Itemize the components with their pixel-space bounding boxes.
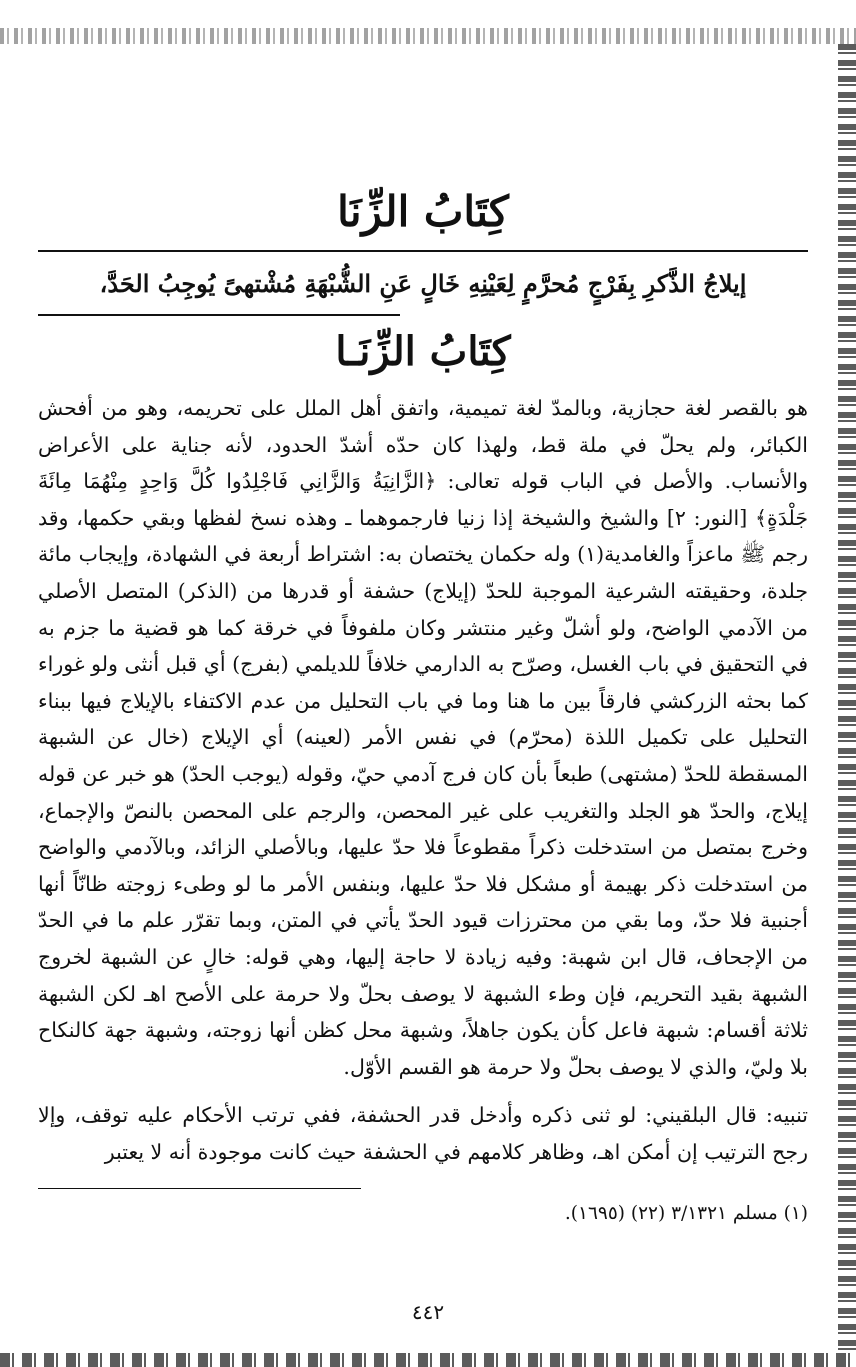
- title-divider: [38, 250, 808, 252]
- commentary-paragraph: هو بالقصر لغة حجازية، وبالمدّ لغة تميمية، واتفق أهل الملل على تحريمه، وهو من أفحش الكبائر، ولم يحلّ في ملة قط، ولهذا كان حدّه أشدّ الحدود، لأنه جناية على الأعراض والأنساب. والأصل في الباب قوله تعالى: ﴿الزَّانِيَةُ وَالزَّانِي فَاجْلِدُوا كُلَّ وَاحِدٍ مِنْهُمَا مِائَةَ جَلْدَةٍ﴾ [النور: ٢] والشيخ والشيخة إذا زنيا فارجموهما ـ وهذه نسخ لفظها وبقي حكمها، وقد رجم ﷺ ماعزاً والغامدية(١) وله حكمان يختصان به: اشتراط أربعة في الشهادة، وإيجاب مائة جلدة، وحقيقته الشرعية الموجبة للحدّ (إيلاج) حشفة أو قدرها من (الذكر) المتصل الأصلي من الآدمي الواضح، ولو أشلّ وغير منتشر وكان ملفوفاً في خرقة كما هو قضية ما جزم به في التحقيق في باب الغسل، وصرّح به الدارمي خلافاً للديلمي (بفرج) أي قبل أنثى ولو غوراء كما بحثه الزركشي فارقاً بين ما هنا وما في باب التحليل من عدم الاكتفاء بالإيلاج فيها ببناء التحليل على تكميل اللذة (محرّم) في نفس الأمر (لعينه) أي الإيلاج (خال عن الشبهة المسقطة للحدّ (مشتهى) طبعاً بأن كان فرج آدمي حيّ، وقوله (يوجب الحدّ) هو خبر عن قوله إيلاج، والحدّ هو الجلد والتغريب على غير المحصن، والرجم على المحصن بالنصّ والإجماع، وخرج بمتصل من استدخلت ذكراً مقطوعاً فلا حدّ عليها، وبالأصلي الزائد، وبالآدمي والواضح من استدخلت ذكر بهيمة أو مشكل فلا حدّ عليها، وبنفس الأمر ما لو وطىء زوجته ظانّاً أنها أجنبية فلا حدّ، وما بقي من محترزات قيود الحدّ يأتي في المتن، وبما تقرّر علم ما في الحدّ من الإجحاف، قال ابن شهبة: وفيه زيادة لا حاجة إليها، وهي قوله: خالٍ عن الشبهة لخروج الشبهة بقيد التحريم، فإن وطء الشبهة لا يوصف بحلّ ولا حرمة على الأصح اهـ لكن الشبهة ثلاثة أقسام: شبهة فاعل كأن يكون جاهلاً، وشبهة محل كظن أنها زوجته، وشبهة جهة كالنكاح بلا وليّ، والذي لا يوصف بحلّ ولا حرمة هو القسم الأوّل.: [38, 396, 808, 1079]
- matn-divider: [38, 314, 400, 316]
- commentary-title: كِتَابُ الزِّنَـا: [335, 328, 511, 375]
- chapter-title: كِتَابُ الزِّنَا: [337, 187, 509, 236]
- bottom-ornament-border: [0, 1353, 856, 1367]
- top-ornament-border: [0, 28, 856, 44]
- right-ornament-border: [838, 44, 856, 1353]
- note-paragraph: تنبيه: قال البلقيني: لو ثنى ذكره وأدخل قدر الحشفة، ففي ترتب الأحكام عليه توقف، وإلا رجح الترتيب إن أمكن اهـ، وظاهر كلامهم في الحشفة حيث كانت موجودة أنه لا يعتبر: [38, 1103, 808, 1164]
- matn-text: إيلاجُ الذَّكرِ بِفَرْجٍ مُحرَّمٍ لِعَيْنِهِ خَالٍ عَنِ الشُّبْهَةِ مُشْتهىً يُوجِبُ الحَدَّ،: [99, 269, 747, 298]
- footnote-divider: [38, 1188, 361, 1189]
- commentary-body: [38, 390, 808, 1170]
- footnote: (١) مسلم ٣/١٣٢١ (٢٢) (١٦٩٥).: [564, 1203, 808, 1225]
- page-content: [38, 170, 808, 1229]
- page-number: ٤٤٢: [411, 1300, 445, 1324]
